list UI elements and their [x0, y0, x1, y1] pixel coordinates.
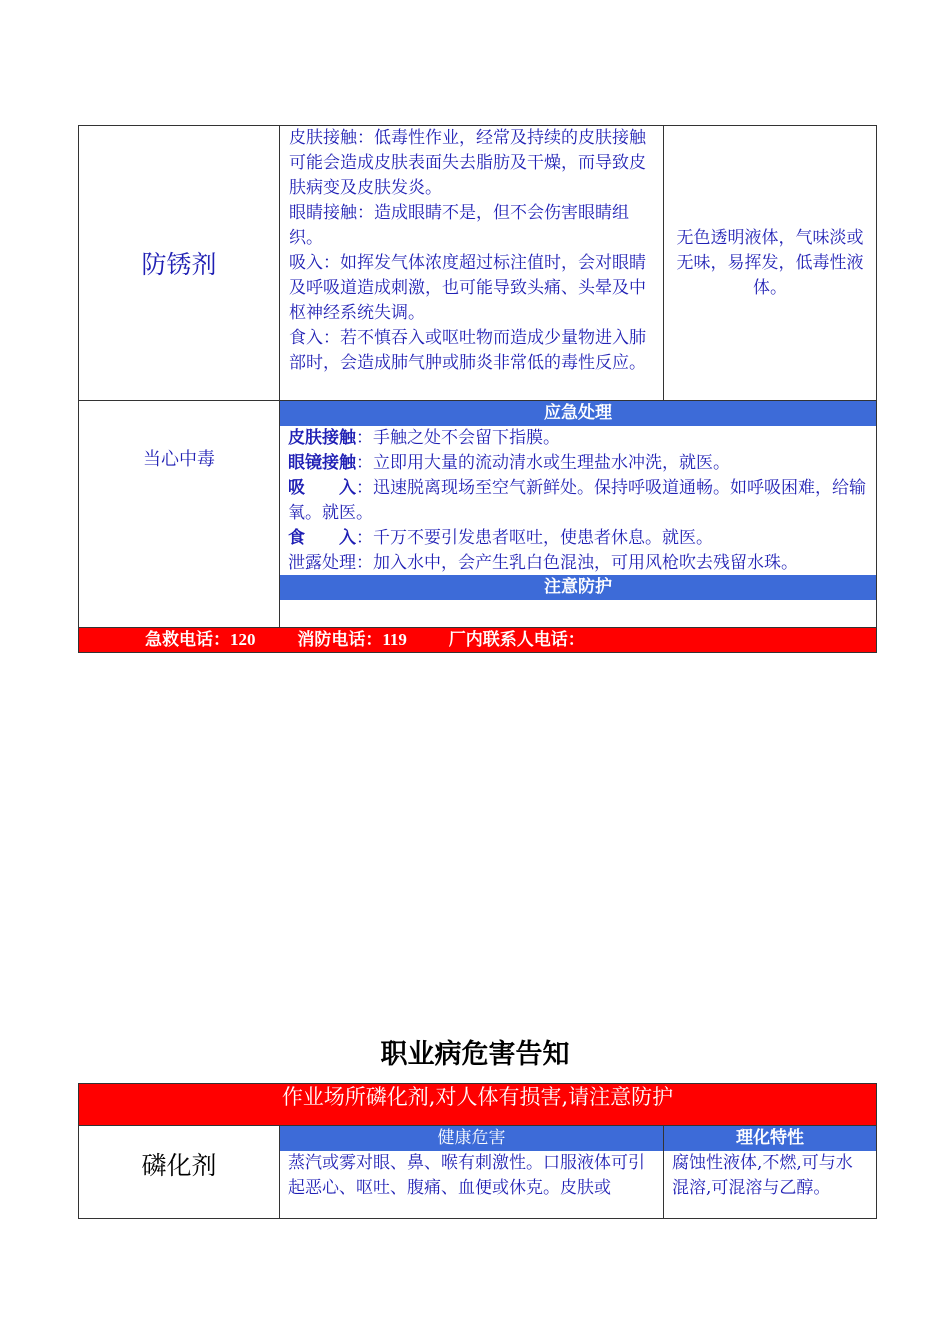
emergency-eye — [288, 451, 868, 476]
emergency-phone-bar — [78, 627, 877, 653]
emergency-ingestion-label: 食 入 — [288, 528, 356, 548]
health-text: 蒸汽或雾对眼、鼻、喉有刺激性。口服液体可引起恶心、呕吐、腹痛、血便或休克。皮肤或 — [288, 1153, 645, 1198]
warning-cell — [78, 400, 280, 628]
emergency-inhalation-sep: ： — [356, 478, 373, 498]
hazard-ingestion: 食入：若不慎吞入或呕吐物而造成少量物进入肺部时，会造成肺气肿或肺炎非常低的毒性反应。 — [289, 328, 646, 373]
protection-text — [280, 600, 876, 627]
health-header: 健康危害 — [280, 1126, 663, 1151]
emergency-skin-label: 皮肤接触 — [288, 428, 356, 448]
fire-label: 消防电话： — [297, 630, 383, 650]
hazard-inhalation: 吸入：如挥发气体浓度超过标注值时，会对眼睛及呼吸道造成刺激，也可能导致头痛、头晕及中枢神经系统失调。 — [289, 253, 646, 323]
properties-header: 理化特性 — [664, 1126, 876, 1151]
leak-handling: 泄露处理：加入水中，会产生乳白色混浊，可用风枪吹去残留水珠。 — [288, 553, 798, 573]
emergency-eye-text: 立即用大量的流动清水或生理盐水冲洗，就医。 — [373, 453, 730, 473]
properties-text: 无色透明液体，气味淡或无味，易挥发，低毒性液体。 — [676, 227, 864, 298]
emergency-inhalation-text: 迅速脱离现场至空气新鲜处。保持呼吸道通畅。如呼吸困难，给输氧。就医。 — [288, 478, 866, 523]
fire-number: 119 — [382, 630, 407, 649]
emergency-skin-text: 手触之处不会留下指膜。 — [373, 428, 560, 448]
properties-text-2: 腐蚀性液体,不燃,可与水混溶,可混溶与乙醇。 — [672, 1153, 853, 1198]
notice-banner — [78, 1083, 877, 1126]
hazard-skin: 皮肤接触：低毒性作业，经常及持续的皮肤接触可能会造成皮肤表面失去脂肪及干燥，而导致皮肤病变及皮肤发炎。 — [289, 128, 646, 198]
first-aid-number: 120 — [230, 630, 256, 649]
first-aid-label: 急救电话： — [145, 630, 230, 650]
health-cell-2 — [279, 1125, 664, 1219]
emergency-ingestion-text: 千万不要引发患者呕吐，使患者休息。就医。 — [373, 528, 713, 548]
emergency-inhalation — [288, 476, 868, 526]
product-name: 防锈剂 — [141, 250, 217, 279]
health-hazards-cell — [279, 125, 664, 401]
product-name-cell — [78, 125, 280, 401]
emergency-ingestion-sep: ： — [356, 528, 373, 548]
contact-label: 厂内联系人电话： — [448, 630, 585, 650]
product-name-2: 磷化剂 — [141, 1151, 217, 1180]
notice-title: 职业病危害告知 — [380, 1039, 570, 1070]
properties-cell — [663, 125, 877, 401]
warning-label: 当心中毒 — [143, 449, 215, 470]
protection-header: 注意防护 — [280, 575, 876, 600]
product-name-cell-2 — [78, 1125, 280, 1219]
emergency-list — [280, 426, 876, 576]
emergency-skin-sep: ： — [356, 428, 373, 448]
emergency-eye-sep: ： — [356, 453, 373, 473]
emergency-eye-label: 眼镜接触 — [288, 453, 356, 473]
properties-cell-2 — [663, 1125, 877, 1219]
hazard-eye: 眼睛接触：造成眼睛不是，但不会伤害眼睛组织。 — [289, 203, 629, 248]
emergency-header: 应急处理 — [280, 401, 876, 426]
emergency-ingestion — [288, 526, 868, 551]
notice-banner-text: 作业场所磷化剂,对人体有损害,请注意防护 — [281, 1085, 674, 1109]
emergency-inhalation-label: 吸 入 — [288, 478, 356, 498]
emergency-skin — [288, 426, 868, 451]
emergency-cell — [279, 400, 877, 628]
